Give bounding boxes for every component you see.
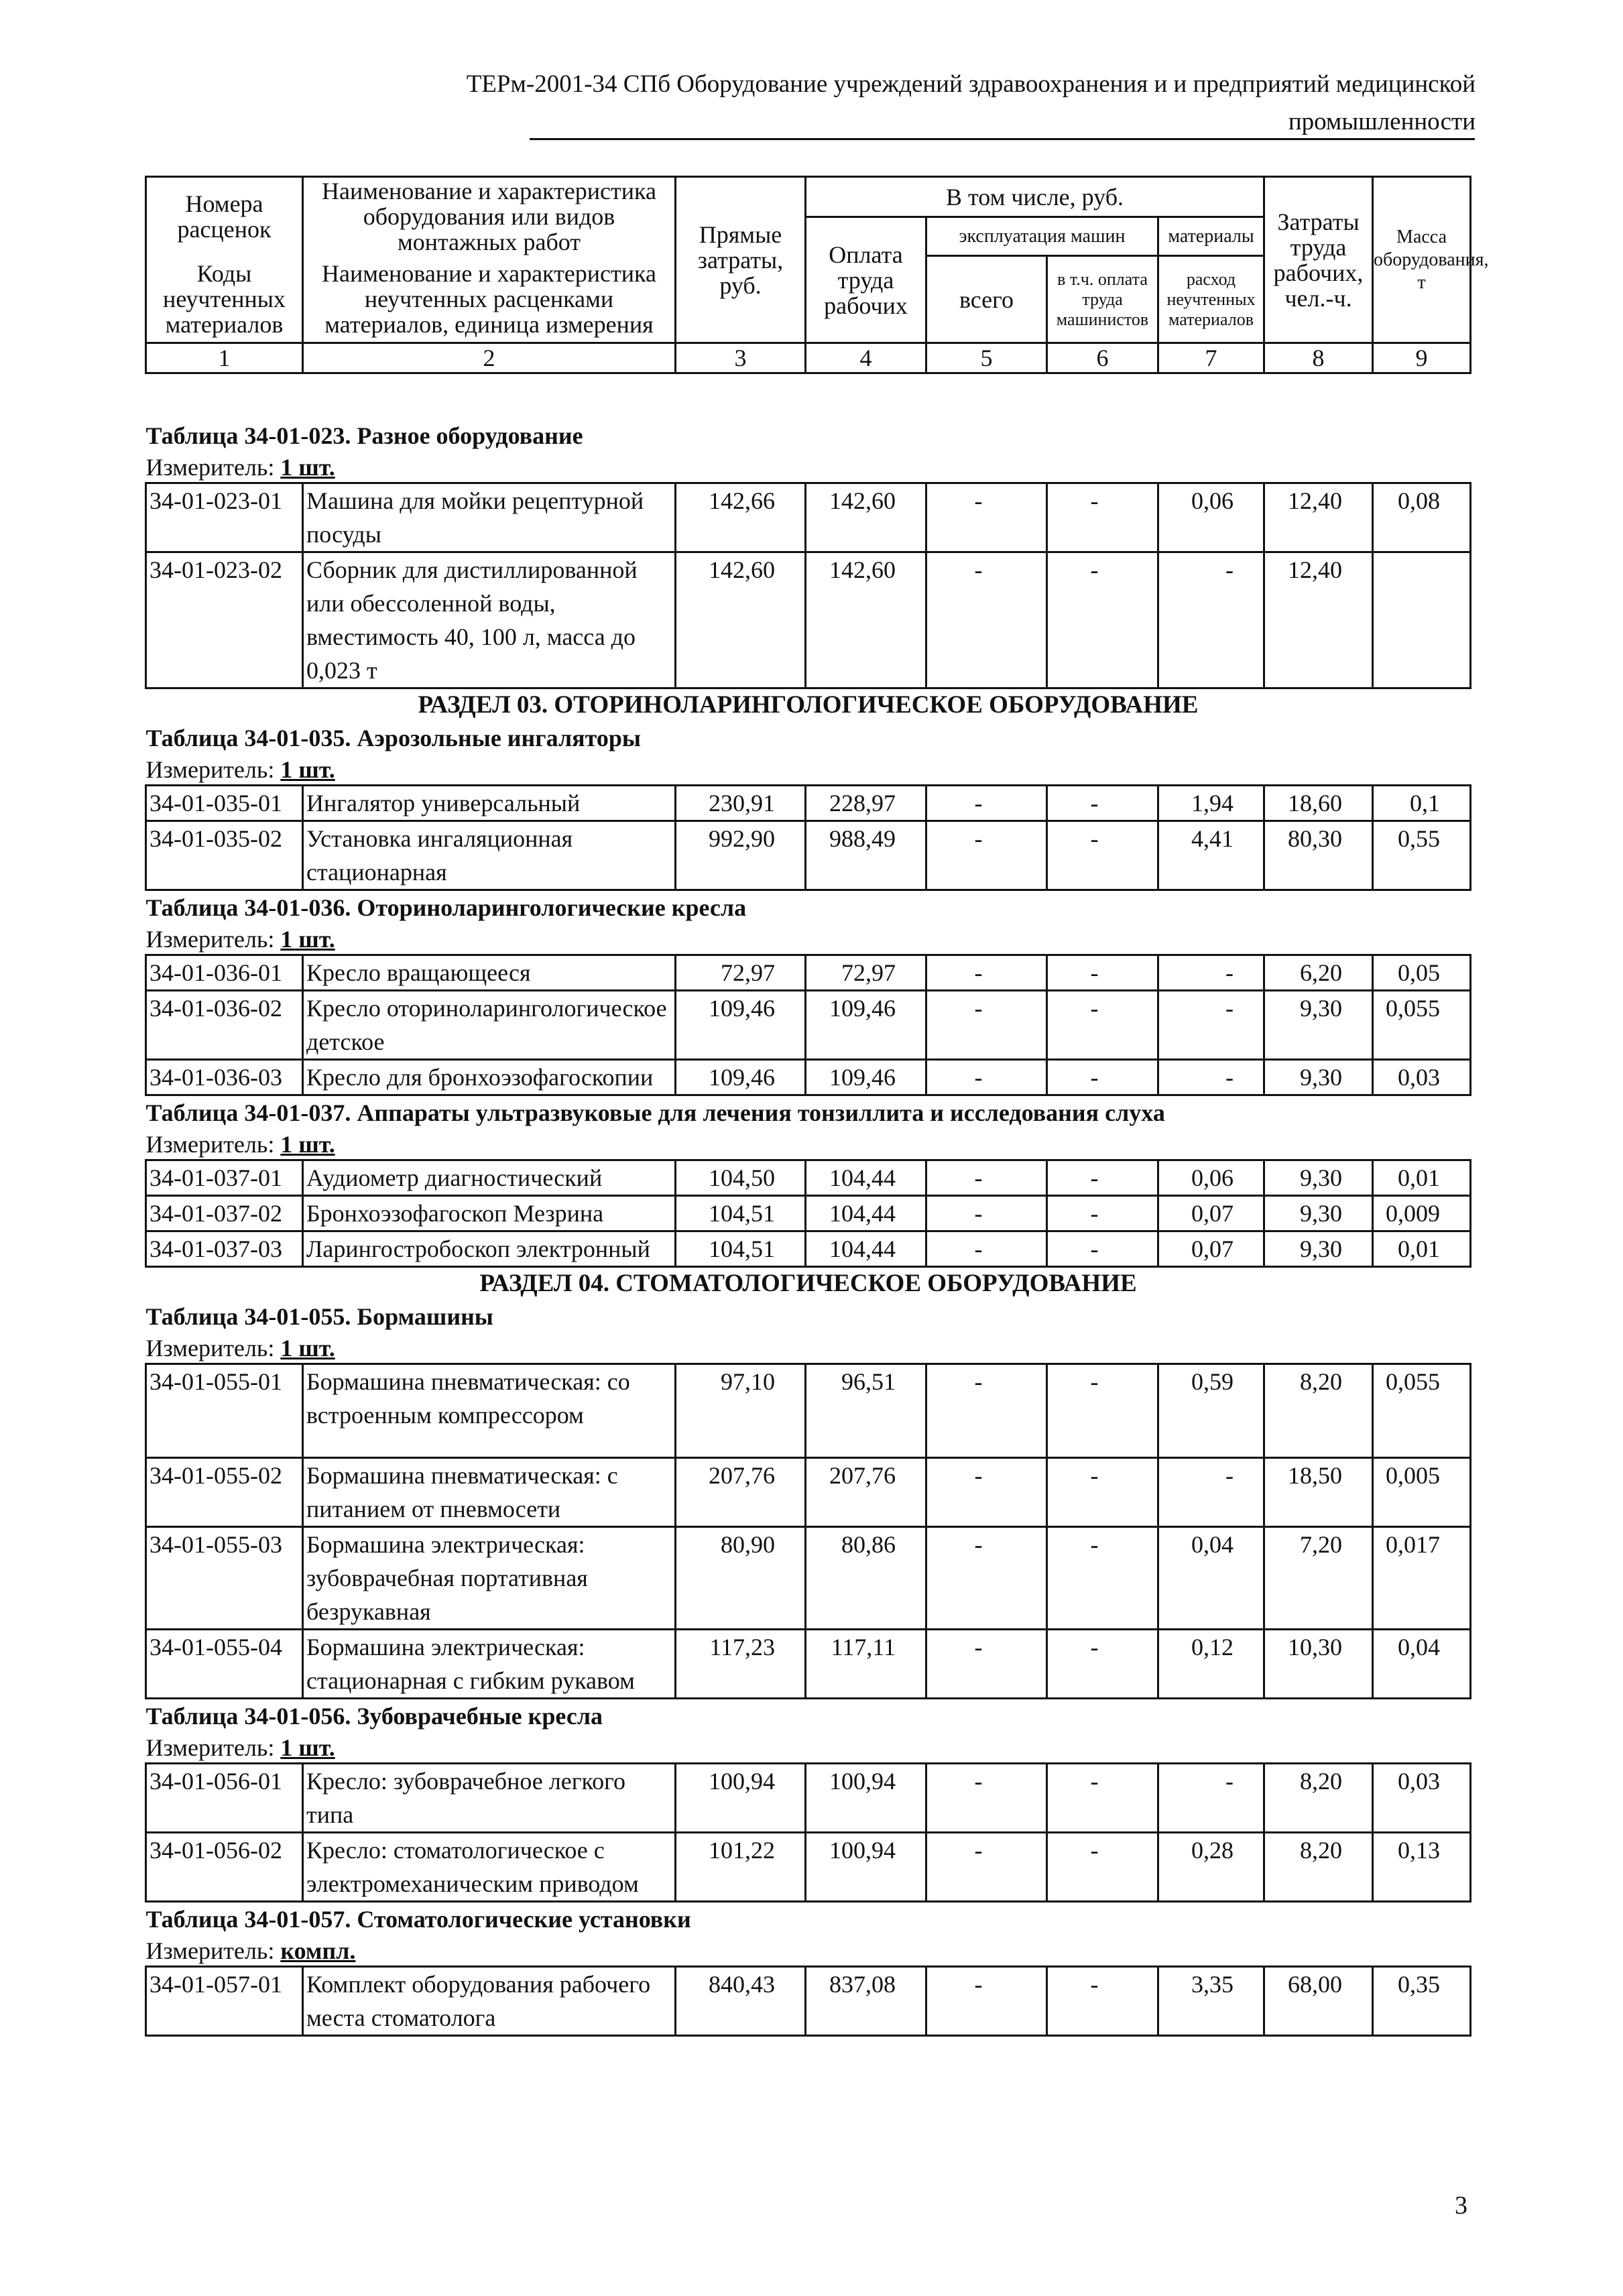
machines-total: - bbox=[926, 1231, 1047, 1267]
item-name: Бормашина пневматическая: со встроенным компрессором bbox=[303, 1364, 676, 1458]
col-number: 4 bbox=[806, 343, 926, 373]
equipment-mass: 0,03 bbox=[1373, 1764, 1471, 1833]
rate-code: 34-01-055-02 bbox=[146, 1458, 303, 1527]
materials: 1,94 bbox=[1158, 786, 1264, 821]
machinist-wages: - bbox=[1047, 991, 1158, 1060]
meter-line bbox=[146, 755, 1471, 786]
wages: 142,60 bbox=[806, 552, 926, 688]
table-row bbox=[146, 1458, 1471, 1527]
machines-total: - bbox=[926, 1967, 1047, 2036]
header-machinist-wages: в т.ч. оплата труда машинистов bbox=[1047, 256, 1158, 343]
direct-costs: 117,23 bbox=[676, 1630, 806, 1699]
item-name: Кресло для бронхоэзофагоскопии bbox=[303, 1060, 676, 1095]
table-row bbox=[146, 552, 1471, 688]
table-row bbox=[146, 1364, 1471, 1458]
wages: 207,76 bbox=[806, 1458, 926, 1527]
machines-total: - bbox=[926, 991, 1047, 1060]
wages: 109,46 bbox=[806, 1060, 926, 1095]
item-name: Ингалятор универсальный bbox=[303, 786, 676, 821]
rate-code: 34-01-035-02 bbox=[146, 821, 303, 890]
machines-total: - bbox=[926, 483, 1047, 552]
column-header-table bbox=[145, 176, 1489, 374]
direct-costs: 72,97 bbox=[676, 955, 806, 991]
item-name: Кресло оториноларингологическое детское bbox=[303, 991, 676, 1060]
meter-unit: 1 шт. bbox=[280, 1734, 335, 1761]
col-number: 3 bbox=[676, 343, 806, 373]
header-name-materials: Наименование и характеристика неучтенных расценками материалов, единица измерения bbox=[303, 256, 676, 343]
materials: - bbox=[1158, 955, 1264, 991]
meter-unit: 1 шт. bbox=[280, 1131, 335, 1158]
machinist-wages: - bbox=[1047, 1458, 1158, 1527]
labor-hours: 12,40 bbox=[1264, 483, 1373, 552]
header-name: Наименование и характеристика оборудования или видов монтажных работ bbox=[303, 177, 676, 256]
materials: 0,12 bbox=[1158, 1630, 1264, 1699]
header-codes-unaccounted: Коды неучтенных материалов bbox=[146, 256, 303, 343]
machines-total: - bbox=[926, 1364, 1047, 1458]
equipment-mass: 0,35 bbox=[1373, 1967, 1471, 2036]
meter-label: Измеритель: bbox=[145, 454, 275, 481]
item-name: Кресло вращающееся bbox=[303, 955, 676, 991]
machines-total: - bbox=[926, 1630, 1047, 1699]
table-row bbox=[146, 1967, 1471, 2036]
machinist-wages: - bbox=[1047, 955, 1158, 991]
item-name: Машина для мойки рецептурной посуды bbox=[303, 483, 676, 552]
meter-unit: 1 шт. bbox=[280, 1335, 335, 1362]
header-group: В том числе, руб. bbox=[806, 177, 1264, 217]
machinist-wages: - bbox=[1047, 1630, 1158, 1699]
direct-costs: 109,46 bbox=[676, 991, 806, 1060]
direct-costs: 109,46 bbox=[676, 1060, 806, 1095]
table-row bbox=[146, 991, 1471, 1060]
table-row bbox=[146, 1196, 1471, 1231]
materials: 0,06 bbox=[1158, 1160, 1264, 1196]
table-row bbox=[146, 483, 1471, 552]
labor-hours: 8,20 bbox=[1264, 1833, 1373, 1902]
machines-total: - bbox=[926, 1527, 1047, 1630]
labor-hours: 8,20 bbox=[1264, 1764, 1373, 1833]
header-line-1: ТЕРм-2001-34 СПб Оборудование учреждений здравоохранения и и предприятий медицинской bbox=[466, 70, 1476, 98]
header-materials: материалы bbox=[1158, 217, 1264, 256]
item-name: Аудиометр диагностический bbox=[303, 1160, 676, 1196]
wages: 80,86 bbox=[806, 1527, 926, 1630]
labor-hours: 9,30 bbox=[1264, 1160, 1373, 1196]
machines-total: - bbox=[926, 1764, 1047, 1833]
machines-total: - bbox=[926, 955, 1047, 991]
header-wages: Оплата труда рабочих bbox=[806, 217, 926, 343]
table-title: Таблица 34-01-023. Разное оборудование bbox=[145, 422, 583, 449]
wages: 837,08 bbox=[806, 1967, 926, 2036]
meter-unit: компл. bbox=[280, 1937, 356, 1964]
col-number: 9 bbox=[1373, 343, 1471, 373]
labor-hours: 18,60 bbox=[1264, 786, 1373, 821]
machinist-wages: - bbox=[1047, 1833, 1158, 1902]
equipment-mass: 0,009 bbox=[1373, 1196, 1471, 1231]
labor-hours: 6,20 bbox=[1264, 955, 1373, 991]
direct-costs: 207,76 bbox=[676, 1458, 806, 1527]
materials: - bbox=[1158, 1060, 1264, 1095]
direct-costs: 104,51 bbox=[676, 1231, 806, 1267]
col-number: 8 bbox=[1264, 343, 1373, 373]
rate-code: 34-01-057-01 bbox=[146, 1967, 303, 2036]
meter-line bbox=[146, 1333, 1471, 1364]
machinist-wages: - bbox=[1047, 483, 1158, 552]
direct-costs: 142,60 bbox=[676, 552, 806, 688]
machines-total: - bbox=[926, 1160, 1047, 1196]
rate-code: 34-01-023-02 bbox=[146, 552, 303, 688]
meter-label: Измеритель: bbox=[145, 1131, 275, 1158]
meter-label: Измеритель: bbox=[145, 756, 275, 783]
item-name: Кресло: стоматологическое с электромеханическим приводом bbox=[303, 1833, 676, 1902]
materials: 3,35 bbox=[1158, 1967, 1264, 2036]
header-rule bbox=[530, 138, 1475, 140]
materials: 0,04 bbox=[1158, 1527, 1264, 1630]
equipment-mass: 0,55 bbox=[1373, 821, 1471, 890]
materials: - bbox=[1158, 1458, 1264, 1527]
rate-code: 34-01-037-01 bbox=[146, 1160, 303, 1196]
header-mass: Масса оборудования, т bbox=[1373, 177, 1471, 343]
machinist-wages: - bbox=[1047, 1196, 1158, 1231]
equipment-mass: 0,13 bbox=[1373, 1833, 1471, 1902]
wages: 72,97 bbox=[806, 955, 926, 991]
machines-total: - bbox=[926, 1196, 1047, 1231]
header-material-use: расход неучтенных материалов bbox=[1158, 256, 1264, 343]
item-name: Бронхоэзофагоскоп Мезрина bbox=[303, 1196, 676, 1231]
rate-code: 34-01-056-01 bbox=[146, 1764, 303, 1833]
table-row bbox=[146, 1231, 1471, 1267]
table-row bbox=[146, 1764, 1471, 1833]
table-title: Таблица 34-01-055. Бормашины bbox=[145, 1303, 493, 1330]
rate-code: 34-01-055-01 bbox=[146, 1364, 303, 1458]
labor-hours: 9,30 bbox=[1264, 991, 1373, 1060]
machinist-wages: - bbox=[1047, 1364, 1158, 1458]
machines-total: - bbox=[926, 1060, 1047, 1095]
col-number: 1 bbox=[146, 343, 303, 373]
header-line-2: промышленности bbox=[1288, 108, 1476, 135]
direct-costs: 992,90 bbox=[676, 821, 806, 890]
rate-code: 34-01-055-03 bbox=[146, 1527, 303, 1630]
meter-label: Измеритель: bbox=[145, 926, 275, 953]
labor-hours: 18,50 bbox=[1264, 1458, 1373, 1527]
meter-line bbox=[146, 1936, 1471, 1967]
machines-total: - bbox=[926, 1458, 1047, 1527]
rate-code: 34-01-056-02 bbox=[146, 1833, 303, 1902]
rate-code: 34-01-035-01 bbox=[146, 786, 303, 821]
materials: 0,28 bbox=[1158, 1833, 1264, 1902]
item-name: Кресло: зубоврачебное легкого типа bbox=[303, 1764, 676, 1833]
section-title: РАЗДЕЛ 03. ОТОРИНОЛАРИНГОЛОГИЧЕСКОЕ ОБОРУДОВАНИЕ bbox=[418, 691, 1199, 719]
wages: 117,11 bbox=[806, 1630, 926, 1699]
meter-line bbox=[146, 452, 1471, 483]
machinist-wages: - bbox=[1047, 1060, 1158, 1095]
machinist-wages: - bbox=[1047, 1764, 1158, 1833]
labor-hours: 80,30 bbox=[1264, 821, 1373, 890]
meter-line bbox=[146, 1733, 1471, 1764]
materials: 4,41 bbox=[1158, 821, 1264, 890]
rate-code: 34-01-036-01 bbox=[146, 955, 303, 991]
wages: 100,94 bbox=[806, 1764, 926, 1833]
header-labor: Затраты труда рабочих, чел.-ч. bbox=[1264, 177, 1373, 343]
labor-hours: 8,20 bbox=[1264, 1364, 1373, 1458]
direct-costs: 101,22 bbox=[676, 1833, 806, 1902]
page-number: 3 bbox=[1455, 2191, 1467, 2220]
item-name: Установка ингаляционная стационарная bbox=[303, 821, 676, 890]
table-row bbox=[146, 955, 1471, 991]
machines-total: - bbox=[926, 821, 1047, 890]
col-number: 7 bbox=[1158, 343, 1264, 373]
meter-unit: 1 шт. bbox=[280, 454, 335, 481]
direct-costs: 142,66 bbox=[676, 483, 806, 552]
table-row bbox=[146, 1060, 1471, 1095]
direct-costs: 100,94 bbox=[676, 1764, 806, 1833]
table-row bbox=[146, 1833, 1471, 1902]
equipment-mass: 0,005 bbox=[1373, 1458, 1471, 1527]
wages: 104,44 bbox=[806, 1160, 926, 1196]
meter-label: Измеритель: bbox=[145, 1335, 275, 1362]
rate-code: 34-01-055-04 bbox=[146, 1630, 303, 1699]
equipment-mass bbox=[1373, 552, 1471, 688]
wages: 109,46 bbox=[806, 991, 926, 1060]
item-name: Сборник для дистиллированной или обессоленной воды, вместимость 40, 100 л, масса до 0,023 т bbox=[303, 552, 676, 688]
table-title: Таблица 34-01-037. Аппараты ультразвуковые для лечения тонзиллита и исследования слуха bbox=[145, 1099, 1165, 1126]
machinist-wages: - bbox=[1047, 821, 1158, 890]
col-number: 2 bbox=[303, 343, 676, 373]
table-row bbox=[146, 1160, 1471, 1196]
materials: - bbox=[1158, 1764, 1264, 1833]
equipment-mass: 0,055 bbox=[1373, 991, 1471, 1060]
meter-label: Измеритель: bbox=[145, 1734, 275, 1761]
meter-label: Измеритель: bbox=[145, 1937, 275, 1964]
table-row bbox=[146, 786, 1471, 821]
header-codes: Номера расценок bbox=[146, 177, 303, 256]
machinist-wages: - bbox=[1047, 1967, 1158, 2036]
equipment-mass: 0,01 bbox=[1373, 1231, 1471, 1267]
direct-costs: 104,51 bbox=[676, 1196, 806, 1231]
rate-code: 34-01-036-02 bbox=[146, 991, 303, 1060]
direct-costs: 840,43 bbox=[676, 1967, 806, 2036]
meter-line bbox=[146, 1130, 1471, 1160]
item-name: Бормашина электрическая: стационарная с гибким рукавом bbox=[303, 1630, 676, 1699]
wages: 988,49 bbox=[806, 821, 926, 890]
wages: 100,94 bbox=[806, 1833, 926, 1902]
table-row bbox=[146, 821, 1471, 890]
wages: 104,44 bbox=[806, 1196, 926, 1231]
machines-total: - bbox=[926, 786, 1047, 821]
header-direct-costs: Прямые затраты, руб. bbox=[676, 177, 806, 343]
header-machines: эксплуатация машин bbox=[926, 217, 1158, 256]
item-name: Ларингостробоскоп электронный bbox=[303, 1231, 676, 1267]
equipment-mass: 0,04 bbox=[1373, 1630, 1471, 1699]
materials: 0,06 bbox=[1158, 483, 1264, 552]
section-title: РАЗДЕЛ 04. СТОМАТОЛОГИЧЕСКОЕ ОБОРУДОВАНИЕ bbox=[479, 1270, 1137, 1297]
materials: 0,59 bbox=[1158, 1364, 1264, 1458]
labor-hours: 12,40 bbox=[1264, 552, 1373, 688]
materials: 0,07 bbox=[1158, 1196, 1264, 1231]
wages: 142,60 bbox=[806, 483, 926, 552]
wages: 228,97 bbox=[806, 786, 926, 821]
rate-code: 34-01-023-01 bbox=[146, 483, 303, 552]
labor-hours: 10,30 bbox=[1264, 1630, 1373, 1699]
table-row bbox=[146, 1527, 1471, 1630]
labor-hours: 9,30 bbox=[1264, 1060, 1373, 1095]
meter-line bbox=[146, 924, 1471, 955]
wages: 104,44 bbox=[806, 1231, 926, 1267]
direct-costs: 104,50 bbox=[676, 1160, 806, 1196]
table-row bbox=[146, 1630, 1471, 1699]
materials: 0,07 bbox=[1158, 1231, 1264, 1267]
rate-code: 34-01-037-02 bbox=[146, 1196, 303, 1231]
table-title: Таблица 34-01-056. Зубоврачебные кресла bbox=[145, 1703, 603, 1730]
price-table bbox=[145, 419, 1471, 2037]
machines-total: - bbox=[926, 552, 1047, 688]
equipment-mass: 0,05 bbox=[1373, 955, 1471, 991]
machinist-wages: - bbox=[1047, 1160, 1158, 1196]
document-header bbox=[202, 66, 1476, 141]
equipment-mass: 0,017 bbox=[1373, 1527, 1471, 1630]
col-number: 5 bbox=[926, 343, 1047, 373]
equipment-mass: 0,03 bbox=[1373, 1060, 1471, 1095]
table-title: Таблица 34-01-036. Оториноларингологические кресла bbox=[145, 894, 747, 921]
direct-costs: 230,91 bbox=[676, 786, 806, 821]
machinist-wages: - bbox=[1047, 1527, 1158, 1630]
col-number: 6 bbox=[1047, 343, 1158, 373]
materials: - bbox=[1158, 991, 1264, 1060]
labor-hours: 7,20 bbox=[1264, 1527, 1373, 1630]
labor-hours: 68,00 bbox=[1264, 1967, 1373, 2036]
equipment-mass: 0,1 bbox=[1373, 786, 1471, 821]
item-name: Бормашина электрическая: зубоврачебная портативная безрукавная bbox=[303, 1527, 676, 1630]
table-title: Таблица 34-01-057. Стоматологические установки bbox=[145, 1906, 691, 1933]
meter-unit: 1 шт. bbox=[280, 756, 335, 783]
labor-hours: 9,30 bbox=[1264, 1196, 1373, 1231]
wages: 96,51 bbox=[806, 1364, 926, 1458]
labor-hours: 9,30 bbox=[1264, 1231, 1373, 1267]
item-name: Бормашина пневматическая: с питанием от пневмосети bbox=[303, 1458, 676, 1527]
machinist-wages: - bbox=[1047, 1231, 1158, 1267]
rate-code: 34-01-037-03 bbox=[146, 1231, 303, 1267]
direct-costs: 97,10 bbox=[676, 1364, 806, 1458]
machines-total: - bbox=[926, 1833, 1047, 1902]
materials: - bbox=[1158, 552, 1264, 688]
direct-costs: 80,90 bbox=[676, 1527, 806, 1630]
equipment-mass: 0,055 bbox=[1373, 1364, 1471, 1458]
item-name: Комплект оборудования рабочего места стоматолога bbox=[303, 1967, 676, 2036]
machinist-wages: - bbox=[1047, 552, 1158, 688]
equipment-mass: 0,01 bbox=[1373, 1160, 1471, 1196]
meter-unit: 1 шт. bbox=[280, 926, 335, 953]
header-total: всего bbox=[926, 256, 1047, 343]
rate-code: 34-01-036-03 bbox=[146, 1060, 303, 1095]
equipment-mass: 0,08 bbox=[1373, 483, 1471, 552]
table-title: Таблица 34-01-035. Аэрозольные ингаляторы bbox=[145, 725, 641, 751]
machinist-wages: - bbox=[1047, 786, 1158, 821]
